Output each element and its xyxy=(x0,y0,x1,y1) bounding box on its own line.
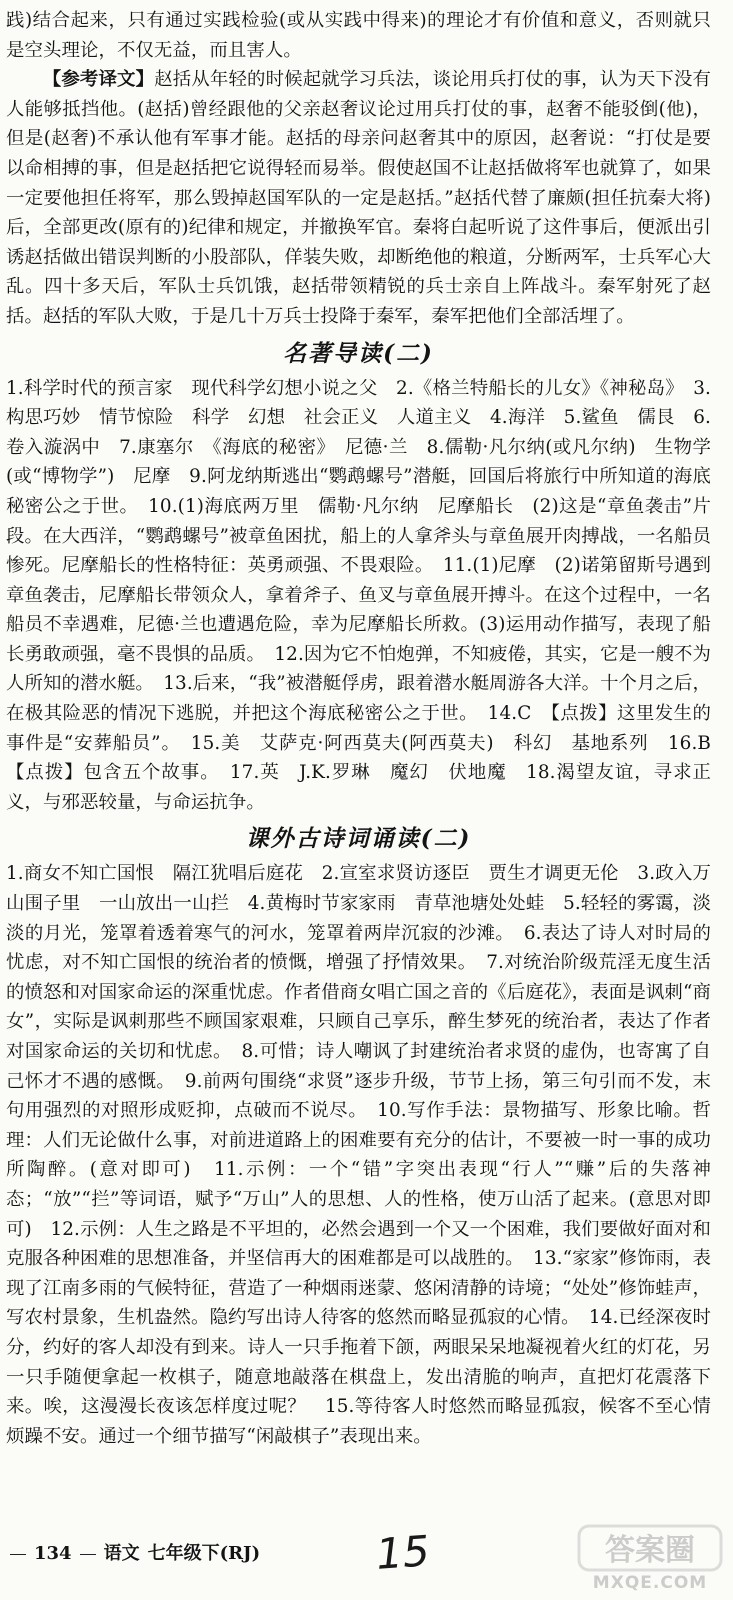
watermark-bottom-text: MXQE.COM xyxy=(592,1573,708,1593)
watermark-logo xyxy=(575,1522,725,1594)
mingzhu-answers: 1.科学时代的预言家 现代科学幻想小说之父 2.《格兰特船长的儿女》《神秘岛》 3.构思巧妙 情节惊险 科学 幻想 社会正义 人道主义 4.海洋 5.鲨鱼 儒艮 6.卷入漩涡中 7.康塞尔 《海底的秘密》 尼德·兰 8.儒勒·凡尔纳(或凡尔纳) 生物学(或“博物学”) 尼摩 9.阿龙纳斯逃出“鹦鹉螺号”潜艇，回国后将旅行中所知道的海底秘密公之于世。 10.(1)海底两万里 儒勒·凡尔纳 尼摩船长 (2)这是“章鱼袭击”片段。在大西洋，“鹦鹉螺号”被章鱼困扰，船上的人拿斧头与章鱼展开肉搏战，一名船员惨死。尼摩船长的性格特征：英勇顽强、不畏艰险。 11.(1)尼摩 (2)诺第留斯号遇到章鱼袭击，尼摩船长带领众人，拿着斧子、鱼叉与章鱼展开搏斗。在这个过程中，一名船员不幸遇难，尼德·兰也遭遇危险，幸为尼摩船长所救。(3)运用动作描写，表现了船长勇敢顽强，毫不畏惧的品质。 12.因为它不怕炮弹，不知疲倦，其实，它是一艘不为人所知的潜水艇。 13.后来，“我”被潜艇俘虏，跟着潜水艇周游各大洋。十个月之后，在极其险恶的情况下逃脱，并把这个海底秘密公之于世。 14.C 【点拨】这里发生的事件是“安葬船员”。 15.美 艾萨克·阿西莫夫(阿西莫夫) 科幻 基地系列 16.B 【点拨】包含五个故事。 17.英 J.K.罗琳 魔幻 伏地魔 18.渴望友谊，寻求正义，与邪恶较量，与命运抗争。 xyxy=(6,377,730,813)
gushi-answers: 1.商女不知亡国恨 隔江犹唱后庭花 2.宣室求贤访逐臣 贾生才调更无伦 3.政入万山围子里 一山放出一山拦 4.黄梅时节家家雨 青草池塘处处蛙 5.轻轻的雾霭，淡淡的月光，笼罩着透着寒气的河水，笼罩着两岸沉寂的沙滩。 6.表达了诗人对时局的忧虑，对不知亡国恨的统治者的愤慨，增强了抒情效果。 7.对统治阶级荒淫无度生活的愤怒和对国家命运的深重忧虑。作者借商女唱亡国之音的《后庭花》，表面是讽刺“商女”，实际是讽刺那些不顾国家艰难，只顾自己享乐，醉生梦死的统治者，表达了作者对国家命运的关切和忧虑。 8.可惜；诗人嘲讽了封建统治者求贤的虚伪，也寄寓了自己怀才不遇的感慨。 9.前两句围绕“求贤”逐步升级，节节上扬，第三句引而不发，末句用强烈的对照形成贬抑，点破而不说尽。 10.写作手法：景物描写、形象比喻。哲理：人们无论做什么事，对前进道路上的困难要有充分的估计，不要被一时一事的成功所陶醉。(意对即可) 11.示例：一个“错”字突出表现“行人”“赚”后的失落神态；“放”“拦”等词语，赋予“万山”人的思想、人的性格，使万山活了起来。(意思对即可) 12.示例：人生之路是不平坦的，必然会遇到一个又一个困难，我们要做好面对和克服各种困难的思想准备，并坚信再大的困难都是可以战胜的。 13.“家家”修饰雨，表现了江南多雨的气候特征，营造了一种烟雨迷蒙、悠闲清静的诗境；“处处”修饰蛙声，写农村景象，生机盎然。隐约写出诗人待客的悠然而略显孤寂的心情。 14.已经深夜时分，约好的客人却没有到来。诗人一只手拖着下颌，两眼呆呆地凝视着火红的灯花，另一只手随便拿起一枚棋子，随意地敲落在棋盘上，发出清脆的响声，直把灯花震落下来。唉，这漫漫长夜该怎样度过呢？ 15.等待客人时悠然而略显孤寂，候客不至心情烦躁不安。通过一个细节描写“闲敲棋子”表现出来。 xyxy=(6,863,712,1447)
translation-paragraph xyxy=(6,65,711,331)
footer-rule-right xyxy=(80,1554,96,1555)
watermark-top-text: 答案圈 xyxy=(605,1533,695,1568)
page-number: 134 xyxy=(34,1543,72,1564)
translation-body: 赵括从年轻的时候起就学习兵法，谈论用兵打仗的事，认为天下没有人能够抵挡他。(赵括)曾经跟他的父亲赵奢议论过用兵打仗的事，赵奢不能驳倒(他)，但是(赵奢)不承认他有军事才能。赵括的母亲问赵奢其中的原因，赵奢说：“打仗是要以命相搏的事，但是赵括把它说得轻而易举。假使赵国不让赵括做将军也就算了，如果一定要他担任将军，那么毁掉赵国军队的一定是赵括。”赵括代替了廉颇(担任抗秦大将)后，全部更改(原有的)纪律和规定，并撤换军官。秦将白起听说了这件事后，便派出引诱赵括做出错误判断的小股部队，佯装失败，却断绝他的粮道，分断两军，士兵军心大乱。四十多天后，军队士兵饥饿，赵括带领精锐的兵士亲自上阵战斗。秦军射死了赵括。赵括的军队大败，于是几十万兵士投降于秦军，秦军把他们全部活埋了。 xyxy=(6,69,711,327)
translation-tag: 【参考译文】 xyxy=(42,69,155,91)
intro-paragraph: 践)结合起来，只有通过实践检验(或从实践中得来)的理论才有价值和意义，否则就只是空头理论，不仅无益，而且害人。 xyxy=(6,10,711,61)
footer-rule-left xyxy=(10,1554,26,1555)
footer-grade: 七年级下(RJ) xyxy=(147,1543,261,1564)
section-heading-mingzhu: 名著导读(二) xyxy=(283,339,434,367)
page-footer xyxy=(10,1537,260,1571)
section-heading-gushi: 课外古诗词诵读(二) xyxy=(245,825,472,853)
handwritten-page-mark: 15 xyxy=(374,1526,432,1579)
footer-subject: 语文 xyxy=(103,1543,140,1564)
